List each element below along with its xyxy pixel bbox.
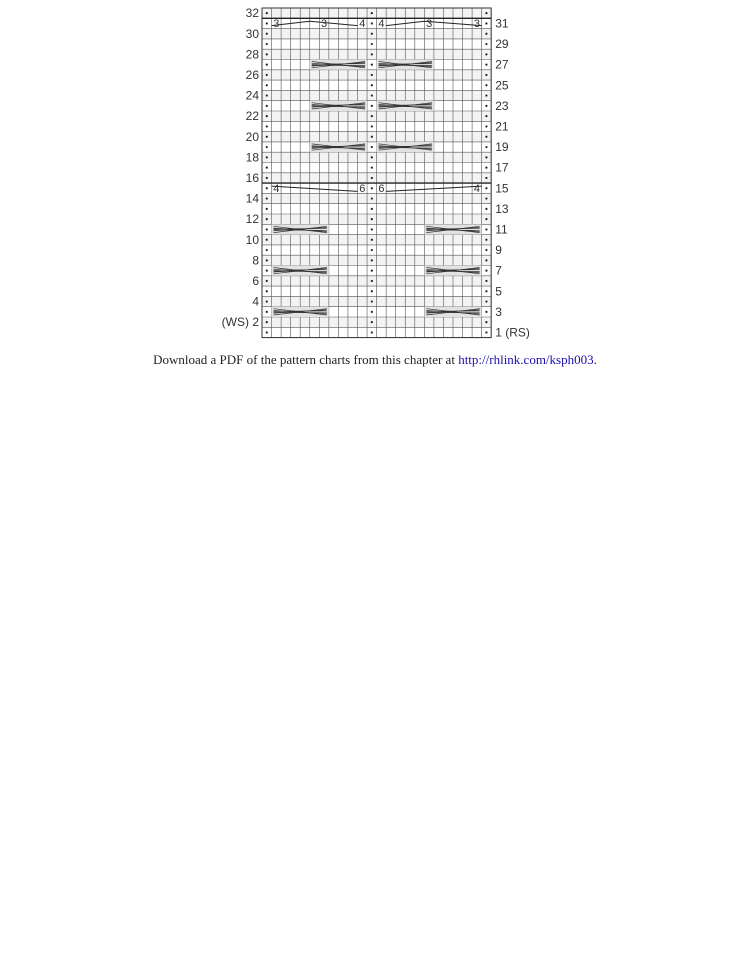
purl-dot	[266, 22, 268, 24]
row-number-left: 4	[252, 294, 259, 309]
purl-dot	[371, 311, 373, 313]
purl-dot	[266, 321, 268, 323]
purl-dot	[485, 84, 487, 86]
purl-dot	[485, 290, 487, 292]
row-number-left: 22	[245, 109, 259, 124]
knitting-chart-grid	[205, 0, 545, 345]
purl-dot	[485, 156, 487, 158]
row-number-left: 18	[245, 150, 259, 165]
purl-dot	[371, 259, 373, 261]
purl-dot	[266, 280, 268, 282]
band-row-15-line	[272, 186, 358, 191]
purl-dot	[485, 136, 487, 138]
purl-dot	[485, 280, 487, 282]
purl-dot	[485, 228, 487, 230]
purl-dot	[485, 33, 487, 35]
purl-dot	[371, 125, 373, 127]
row-number-rs: 1 (RS)	[495, 325, 530, 340]
purl-dot	[485, 105, 487, 107]
purl-dot	[266, 84, 268, 86]
purl-dot	[485, 197, 487, 199]
purl-dot	[485, 94, 487, 96]
band-row-31-line	[272, 21, 358, 25]
purl-dot	[266, 115, 268, 117]
purl-dot	[266, 64, 268, 66]
row-number-right: 15	[495, 181, 509, 196]
purl-dot	[266, 228, 268, 230]
purl-dot	[485, 249, 487, 251]
purl-dot	[266, 136, 268, 138]
band-row-31-label: 3	[473, 18, 480, 31]
caption-end: .	[593, 352, 597, 367]
purl-dot	[371, 84, 373, 86]
purl-dot	[485, 208, 487, 210]
purl-dot	[266, 12, 268, 14]
purl-dot	[371, 239, 373, 241]
purl-dot	[485, 239, 487, 241]
row-number-right: 29	[495, 37, 509, 52]
row-number-right: 7	[495, 263, 502, 278]
row-number-left: 14	[245, 191, 259, 206]
purl-dot	[371, 74, 373, 76]
row-number-left: 24	[245, 88, 259, 103]
row-number-left: 12	[245, 212, 259, 227]
band-row-31-label: 4	[378, 18, 385, 31]
band-row-15-label: 6	[378, 182, 385, 195]
knitting-chart	[205, 0, 545, 345]
purl-dot	[485, 187, 487, 189]
purl-dot	[371, 208, 373, 210]
purl-dot	[371, 105, 373, 107]
purl-dot	[485, 311, 487, 313]
purl-dot	[371, 167, 373, 169]
band-row-15-label: 6	[359, 182, 366, 195]
purl-dot	[266, 239, 268, 241]
purl-dot	[266, 249, 268, 251]
purl-dot	[266, 146, 268, 148]
purl-dot	[371, 300, 373, 302]
purl-dot	[266, 259, 268, 261]
purl-dot	[266, 331, 268, 333]
row-number-left: 10	[245, 232, 259, 247]
caption-text: Download a PDF of the pattern charts from this chapter at	[153, 352, 459, 367]
purl-dot	[485, 43, 487, 45]
purl-dot	[485, 22, 487, 24]
row-number-left: 32	[245, 6, 259, 21]
purl-dot	[266, 218, 268, 220]
row-number-right: 3	[495, 304, 502, 319]
row-number-right: 13	[495, 201, 509, 216]
row-number-left: 16	[245, 170, 259, 185]
purl-dot	[266, 74, 268, 76]
row-number-left: 28	[245, 47, 259, 62]
purl-dot	[266, 300, 268, 302]
row-number-ws: (WS) 2	[221, 315, 259, 330]
row-number-right: 21	[495, 119, 509, 134]
row-number-right: 5	[495, 284, 502, 299]
row-number-right: 9	[495, 243, 502, 258]
purl-dot	[485, 321, 487, 323]
purl-dot	[371, 177, 373, 179]
row-number-right: 31	[495, 16, 509, 31]
row-number-right: 23	[495, 98, 509, 113]
purl-dot	[266, 208, 268, 210]
purl-dot	[266, 197, 268, 199]
purl-dot	[266, 33, 268, 35]
purl-dot	[371, 187, 373, 189]
purl-dot	[266, 43, 268, 45]
purl-dot	[371, 43, 373, 45]
purl-dot	[485, 53, 487, 55]
purl-dot	[371, 22, 373, 24]
purl-dot	[485, 167, 487, 169]
row-number-right: 27	[495, 57, 509, 72]
band-row-31-label: 3	[321, 18, 328, 31]
chart-caption	[0, 352, 750, 368]
purl-dot	[266, 94, 268, 96]
band-row-15-label: 4	[473, 182, 480, 195]
purl-dot	[371, 136, 373, 138]
row-number-left: 26	[245, 67, 259, 82]
purl-dot	[485, 218, 487, 220]
purl-dot	[485, 64, 487, 66]
purl-dot	[485, 270, 487, 272]
band-row-15-label: 4	[273, 182, 280, 195]
row-number-right: 19	[495, 140, 509, 155]
purl-dot	[485, 300, 487, 302]
purl-dot	[371, 94, 373, 96]
purl-dot	[485, 115, 487, 117]
purl-dot	[371, 12, 373, 14]
purl-dot	[266, 53, 268, 55]
purl-dot	[371, 280, 373, 282]
row-number-left: 30	[245, 26, 259, 41]
purl-dot	[371, 33, 373, 35]
purl-dot	[371, 270, 373, 272]
purl-dot	[266, 156, 268, 158]
purl-dot	[266, 105, 268, 107]
purl-dot	[371, 156, 373, 158]
purl-dot	[266, 290, 268, 292]
purl-dot	[371, 290, 373, 292]
purl-dot	[371, 218, 373, 220]
purl-dot	[371, 249, 373, 251]
purl-dot	[371, 146, 373, 148]
purl-dot	[371, 115, 373, 117]
row-number-left: 20	[245, 129, 259, 144]
purl-dot	[485, 74, 487, 76]
purl-dot	[485, 12, 487, 14]
purl-dot	[371, 64, 373, 66]
purl-dot	[266, 177, 268, 179]
band-row-31-label: 3	[273, 18, 280, 31]
purl-dot	[266, 125, 268, 127]
purl-dot	[485, 259, 487, 261]
purl-dot	[371, 321, 373, 323]
band-row-31-label: 4	[359, 18, 366, 31]
row-number-right: 25	[495, 78, 509, 93]
purl-dot	[485, 146, 487, 148]
purl-dot	[371, 331, 373, 333]
row-number-left: 8	[252, 253, 259, 268]
purl-dot	[485, 331, 487, 333]
purl-dot	[371, 53, 373, 55]
pattern-pdf-link[interactable]: http://rhlink.com/ksph003	[458, 352, 594, 367]
row-number-right: 17	[495, 160, 509, 175]
purl-dot	[266, 311, 268, 313]
row-number-left: 6	[252, 273, 259, 288]
purl-dot	[485, 177, 487, 179]
purl-dot	[485, 125, 487, 127]
band-row-31-label: 3	[426, 18, 433, 31]
purl-dot	[371, 228, 373, 230]
purl-dot	[266, 187, 268, 189]
purl-dot	[266, 270, 268, 272]
purl-dot	[371, 197, 373, 199]
row-number-right: 11	[495, 222, 508, 237]
purl-dot	[266, 167, 268, 169]
